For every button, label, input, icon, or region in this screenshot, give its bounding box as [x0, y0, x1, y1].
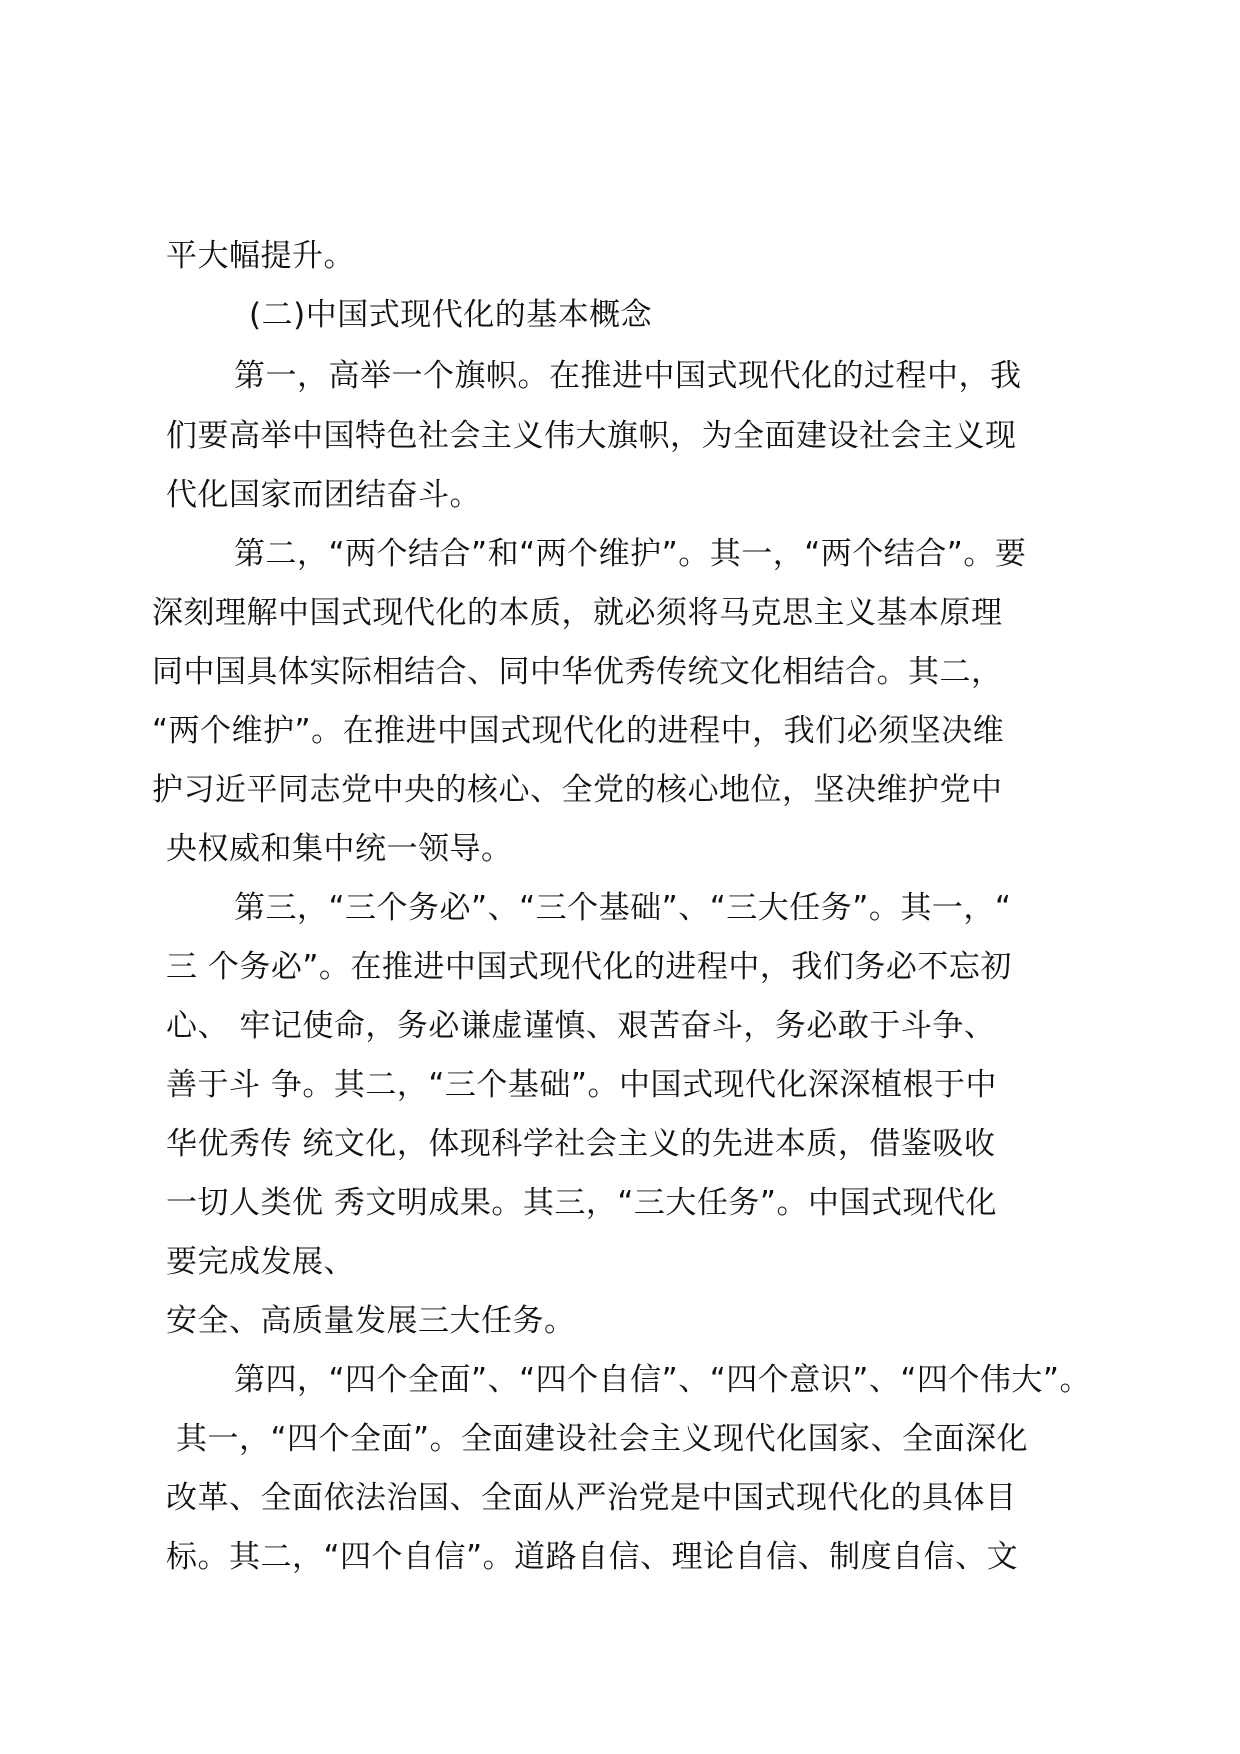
text-line: 要完成发展、: [166, 1244, 355, 1280]
text-line: 标。其二，“四个自信”。道路自信、理论自信、制度自信、文: [166, 1539, 1019, 1575]
text-line: 改革、全面依法治国、全面从严治党是中国式现代化的具体目: [166, 1480, 1017, 1516]
text-line: 央权威和集中统一领导。: [166, 831, 513, 867]
text-line: 第二，“两个结合”和“两个维护”。其一，“两个结合”。要: [234, 536, 1027, 572]
text-line: 三 个务必”。在推进中国式现代化的进程中，我们务必不忘初: [166, 949, 1012, 985]
text-line: 第四，“四个全面”、“四个自信”、“四个意识”、“四个伟大”。: [234, 1362, 1091, 1398]
text-line: 们要高举中国特色社会主义伟大旗帜，为全面建设社会主义现: [166, 418, 1017, 454]
text-line: 第三，“三个务必”、“三个基础”、“三大任务”。其一，“: [234, 890, 1012, 926]
text-line: 其一，“四个全面”。全面建设社会主义现代化国家、全面深化: [176, 1421, 1029, 1457]
text-line: 同中国具体实际相结合、同中华优秀传统文化相结合。其二，: [152, 654, 1003, 690]
text-line: “两个维护”。在推进中国式现代化的进程中，我们必须坚决维: [152, 713, 1005, 749]
text-line: 深刻理解中国式现代化的本质，就必须将马克思主义基本原理: [152, 595, 1003, 631]
text-line: 善于斗 争。其二，“三个基础”。中国式现代化深深植根于中: [166, 1067, 997, 1103]
text-line: 护习近平同志党中央的核心、全党的核心地位，坚决维护党中: [152, 772, 1003, 808]
text-line: 一切人类优 秀文明成果。其三，“三大任务”。中国式现代化: [166, 1185, 997, 1221]
text-line: 心、 牢记使命，务必谦虚谨慎、艰苦奋斗，务必敢于斗争、: [166, 1008, 996, 1044]
text-line: 平大幅提升。: [166, 238, 355, 274]
text-line: 代化国家而团结奋斗。: [166, 477, 481, 513]
section-heading: (二)中国式现代化的基本概念: [249, 297, 653, 333]
text-line: 第一，高举一个旗帜。在推进中国式现代化的过程中，我: [234, 358, 1022, 394]
text-line: 华优秀传 统文化，体现科学社会主义的先进本质，借鉴吸收: [166, 1126, 996, 1162]
text-line: 安全、高质量发展三大任务。: [166, 1303, 576, 1339]
